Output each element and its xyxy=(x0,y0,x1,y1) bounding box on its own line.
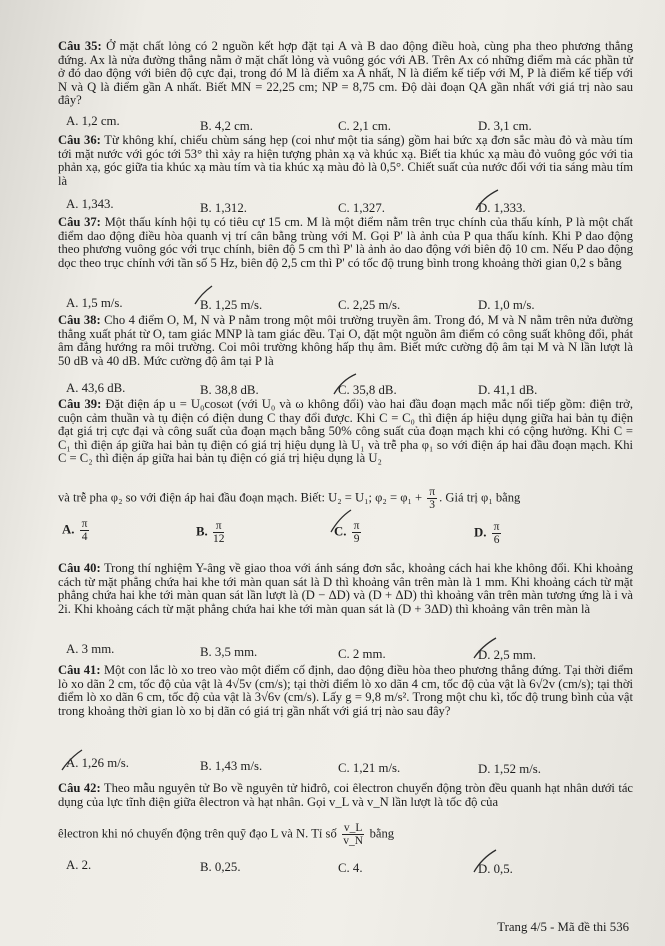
fraction xyxy=(80,518,90,543)
option-c: C. 1,21 m/s. xyxy=(338,761,401,775)
pen-mark-icon xyxy=(470,848,500,878)
option-letter: A. xyxy=(62,522,75,537)
option-d: D. 1,52 m/s. xyxy=(478,762,541,776)
question-label: Câu 37: xyxy=(58,215,101,229)
option-a: A. 3 mm. xyxy=(66,642,115,656)
question-stem: Trong thí nghiệm Y-âng về giao thoa với ánh sáng đơn sắc, khoảng cách hai khe không đổi. Khi khoảng cách từ mặt phẳng chứa hai khe tới màn quan sát là D thì khoảng vân trên màn là 1 mm. Khi khoảng cách từ mặt phẳng chứa hai khe tới màn quan sát lần lượt là (D − ΔD) và (D + ΔD) thì khoảng vân trên màn tương ứng là i và 2i. Khi khoảng cách từ mặt phẳng chứa hai khe tới màn quan sát là (D + 3ΔD) thì khoảng vân trên màn là xyxy=(58,561,633,616)
option-a: A. 1,5 m/s. xyxy=(66,296,123,310)
fraction xyxy=(427,486,437,511)
question-label: Câu 38: xyxy=(58,313,101,327)
option-a: A. 43,6 dB. xyxy=(66,381,126,395)
page-footer: Trang 4/5 - Mã đề thi 536 xyxy=(497,920,629,934)
condition-tail: . Giá trị φ₁ bằng xyxy=(439,490,521,505)
question-stem: Cho 4 điểm O, M, N và P nằm trong một môi trường truyền âm. Trong đó, M và N nằm trên nửa đường thẳng xuất phát từ O, tam giác MNP là tam giác đều. Tại O, đặt một nguồn âm điểm có công suất không đổi, phát âm đẳng hướng ra môi trường. Coi môi trường không hấp thụ âm. Biết mức cường độ âm tại M và N lần lượt là 50 dB và 40 dB. Mức cường độ âm tại P là xyxy=(58,313,633,368)
option-d: D. 3,1 cm. xyxy=(478,119,532,133)
option-c: C. 2 mm. xyxy=(338,647,386,661)
question-label: Câu 35: xyxy=(58,39,102,53)
pen-mark-icon xyxy=(472,188,502,218)
question-38 xyxy=(58,314,633,368)
question-37 xyxy=(58,216,633,270)
fraction-numerator: v_L xyxy=(343,822,363,834)
question-stem: Ở mặt chất lỏng có 2 nguồn kết hợp đặt tại A và B dao động điều hoà, cùng pha theo phương thẳng đứng. Ax là nửa đường thẳng nằm ở mặt chất lỏng và vuông góc với AB. Trên Ax có những điểm mà các phần tử ở đó dao động với biên độ cực đại, trong đó M là điểm xa A nhất, N là điểm kế tiếp với M, P là điểm kế tiếp với N và Q là điểm gần A nhất. Biết MN = 22,25 cm; NP = 8,75 cm. Độ dài đoạn QA gần nhất với giá trị nào sau đây? xyxy=(58,39,633,108)
ratio-tail: bằng xyxy=(369,826,395,841)
ratio-text: êlectron khi nó chuyển động trên quỹ đạo L và N. Tỉ số xyxy=(58,826,337,841)
question-label: Câu 41: xyxy=(58,663,101,677)
pen-mark-icon xyxy=(192,284,216,310)
question-42-ratio xyxy=(58,822,633,847)
option-d: D. 41,1 dB. xyxy=(478,383,538,397)
question-label: Câu 42: xyxy=(58,781,101,795)
option-d: D. 0,5. xyxy=(478,862,513,876)
fraction-numerator: π xyxy=(429,486,436,498)
question-label: Câu 40: xyxy=(58,561,101,575)
pen-mark-icon xyxy=(470,636,500,664)
question-40 xyxy=(58,562,633,616)
fraction xyxy=(492,521,502,546)
option-b: B. 38,8 dB. xyxy=(200,383,259,397)
option-a xyxy=(62,518,91,543)
option-letter: D. xyxy=(474,525,487,540)
option-b: B. 4,2 cm. xyxy=(200,119,253,133)
option-d: D. 1,0 m/s. xyxy=(478,298,535,312)
pen-mark-icon xyxy=(327,508,355,538)
option-c: C. 2,25 m/s. xyxy=(338,298,401,312)
option-c: C. 2,1 cm. xyxy=(338,119,391,133)
question-stem: Một thấu kính hội tụ có tiêu cự 15 cm. M là một điểm nằm trên trục chính của thấu kính, P là một chất điểm dao động điều hòa quanh vị trí cân bằng trùng với M. Gọi P' là ảnh của P qua thấu kính. Khi P dao động theo phương vuông góc với trục chính, biên độ 5 cm thì P' là ảnh ảo dao động với biên độ 10 cm. Nếu P dao động dọc theo trục chính với tần số 5 Hz, biên độ 2,5 cm thì P' có tốc độ trung bình trong khoảng thời gian 0,2 s bằng xyxy=(58,215,633,270)
question-stem: Đặt điện áp u = U₀cosωt (với U₀ và ω không đổi) vào hai đầu đoạn mạch mắc nối tiếp gồm: điện trở, cuộn cảm thuần và tụ điện có điện dung C thay đổi được. Khi C = C₀ thì điện áp hiệu dụng giữa hai bản tụ điện đạt giá trị cực đại và công suất của đoạn mạch bằng 50% công suất của đoạn mạch khi có cộng hưởng. Khi C = C₁ thì điện áp giữa hai bản tụ điện có giá trị hiệu dụng là U₁ và trễ pha φ₁ so với điện áp hai đầu đoạn mạch. Khi C = C₂ thì điện áp giữa hai bản tụ điện có giá trị hiệu dụng là U₂ xyxy=(58,397,633,466)
condition-text: và trễ pha φ₂ so với điện áp hai đầu đoạn mạch. Biết: U₂ = U₁; φ₂ = φ₁ + xyxy=(58,490,423,505)
option-d: D. 1,333. xyxy=(478,201,526,215)
option-d: D. 2,5 mm. xyxy=(478,648,536,662)
question-41 xyxy=(58,664,633,718)
question-label: Câu 36: xyxy=(58,133,101,147)
option-b: B. 0,25. xyxy=(200,860,241,874)
question-stem: Theo mẫu nguyên tử Bo về nguyên tử hiđrô, coi êlectron chuyển động tròn đều quanh hạt nhân dưới tác dụng của lực tĩnh điện giữa êlectron và hạt nhân. Gọi v_L và v_N lần lượt là tốc độ của xyxy=(58,781,634,809)
question-35 xyxy=(58,40,633,108)
option-b: B. 1,43 m/s. xyxy=(200,759,263,773)
option-d xyxy=(474,521,503,546)
option-a: A. 2. xyxy=(66,858,92,872)
fraction-denominator: v_N xyxy=(343,835,364,847)
question-42 xyxy=(58,782,633,809)
fraction xyxy=(342,822,365,847)
fraction-numerator: π xyxy=(213,520,225,533)
fraction xyxy=(213,520,225,545)
fraction-denominator: 3 xyxy=(429,499,436,511)
fraction-numerator: π xyxy=(81,518,88,530)
option-a: A. 1,343. xyxy=(66,197,114,211)
fraction-numerator: π xyxy=(493,521,500,533)
question-39 xyxy=(58,398,633,466)
question-36 xyxy=(58,134,633,188)
option-b: B. 3,5 mm. xyxy=(200,645,258,659)
option-c: C. 4. xyxy=(338,861,363,875)
fraction-denominator: 4 xyxy=(81,531,88,543)
fraction-numerator: π xyxy=(353,520,360,532)
question-stem: Từ không khí, chiếu chùm sáng hẹp (coi như một tia sáng) gồm hai bức xạ đơn sắc màu đỏ và màu tím tới mặt nước với góc tới 53° thì xảy ra hiện tượng phản xạ và khúc xạ. Biết tia khúc xạ màu đỏ vuông góc với tia phản xạ, góc giữa tia khúc xạ màu tím và tia khúc xạ màu đỏ là 0,5°. Chiết suất của nước đối với tia sáng màu tím là xyxy=(58,133,633,188)
option-letter: B. xyxy=(196,524,208,539)
option-a: A. 1,26 m/s. xyxy=(66,756,129,770)
fraction-denominator: 6 xyxy=(493,534,500,546)
option-a: A. 1,2 cm. xyxy=(66,114,120,128)
pen-mark-icon xyxy=(58,748,86,774)
fraction-denominator: 12 xyxy=(212,533,225,545)
question-stem: Một con lắc lò xo treo vào một điểm cố định, dao động điều hòa theo phương thẳng đứng. Tại thời điểm lò xo dãn 2 cm, tốc độ của vật là 4√5v (cm/s); tại thời điểm lò xo dãn 4 cm, tốc độ của vật là 6√2v (cm/s); tại thời điểm lò xo dãn 6 cm, tốc độ của vật là 3√6v (cm/s). Lấy g = 9,8 m/s². Trong một chu kì, tốc độ trung bình của vật trong khoảng thời gian lò xo bị dãn có giá trị gần nhất với giá trị nào sau đây? xyxy=(58,663,633,718)
option-b xyxy=(196,520,226,545)
option-b: B. 1,312. xyxy=(200,201,247,215)
fraction-denominator: 9 xyxy=(353,533,360,545)
option-b: B. 1,25 m/s. xyxy=(200,298,263,312)
option-letter: C. xyxy=(334,524,347,539)
pen-mark-icon xyxy=(330,372,360,398)
option-c: C. 35,8 dB. xyxy=(338,383,397,397)
question-label: Câu 39: xyxy=(58,397,102,411)
option-c: C. 1,327. xyxy=(338,201,385,215)
